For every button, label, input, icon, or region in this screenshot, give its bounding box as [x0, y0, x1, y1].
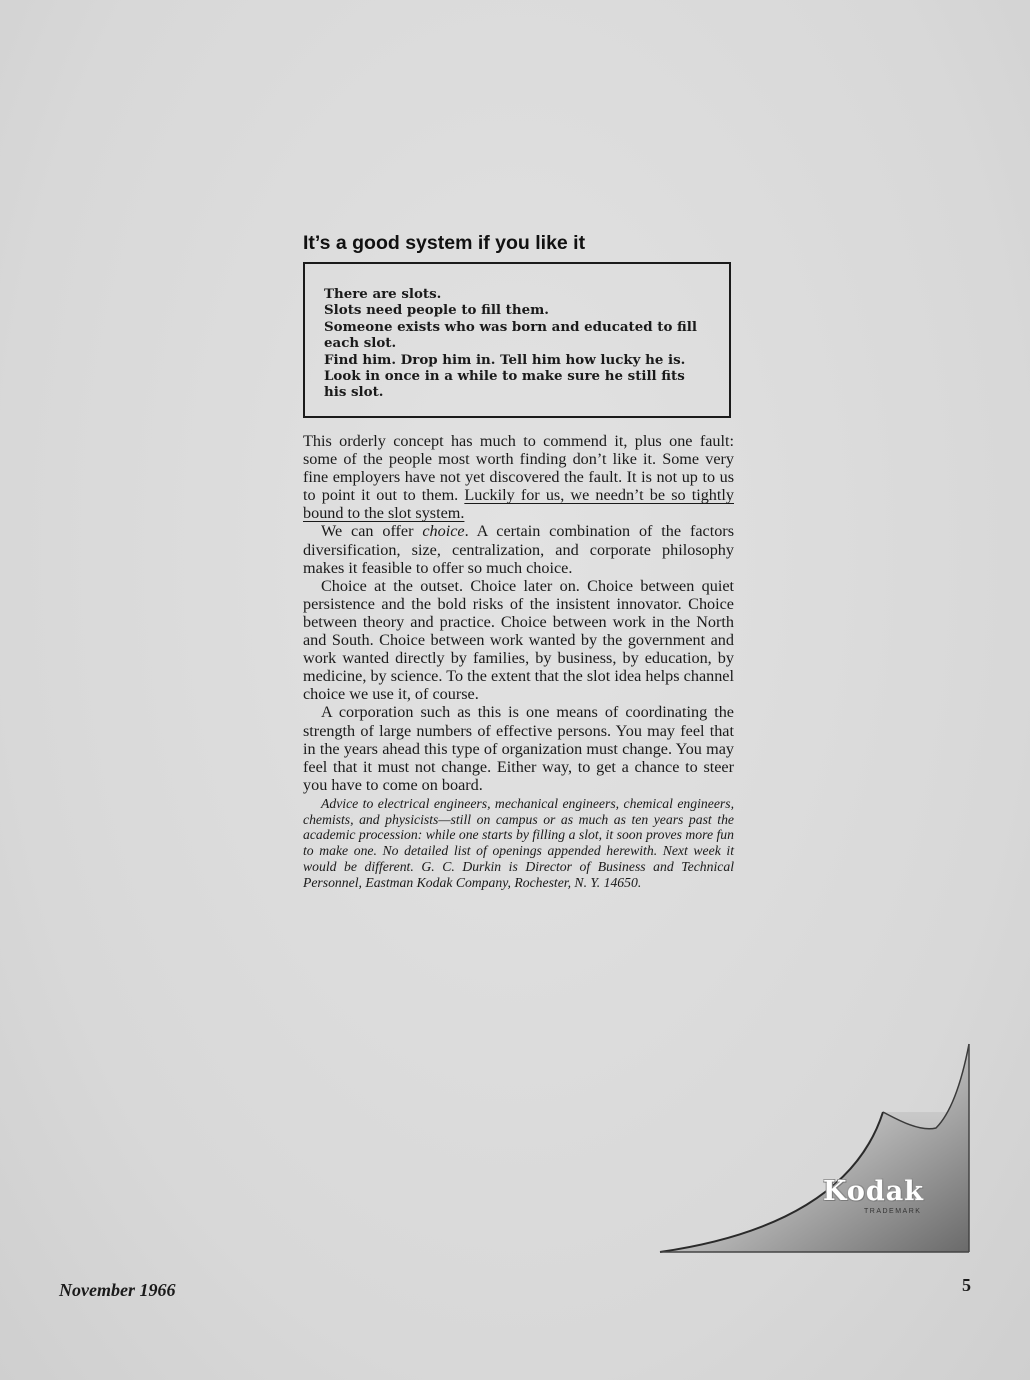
paragraph-4: A corporation such as this is one means of coordinating the strength of large numbers of effective persons. You may feel that in the years ahead this type of organization must change. You may feel that it must not change. Either way, to get a chance to steer you have to come on board.	[303, 703, 734, 794]
box-line: Look in once in a while to make sure he still fits his slot.	[324, 368, 685, 401]
paragraph-2: We can offer choice. A certain combination of the factors diversification, size, centralization, and corporate philosophy makes it feasible to offer so much choice.	[303, 522, 734, 577]
advice-note: Advice to electrical engineers, mechanical engineers, chemical engineers, chemists, and physicists—still on campus or as much as ten years past the academic procession: while one starts by filling a slot, it soon proves more fun to make one. No detailed list of openings appended herewith. Next week it would be different. G. C. Durkin is Director of Business and Technical Personnel, Eastman Kodak Company, Rochester, N. Y. 14650.	[303, 795, 734, 890]
trademark-label: TRADEMARK	[864, 1208, 922, 1215]
box-line: Find him. Drop him in. Tell him how lucky he is.	[324, 351, 686, 368]
page-number: 5	[962, 1275, 971, 1295]
kodak-logo	[658, 1040, 972, 1255]
underlined-sentence: Luckily for us, we needn’t be so tightly bound to the slot system.	[303, 486, 734, 523]
emphasis-choice: choice	[422, 522, 465, 541]
paragraph-3: Choice at the outset. Choice later on. Choice between quiet persistence and the bold risks of the insistent innovator. Choice between theory and practice. Choice between work in the North and South. Choice between work wanted by the government and work wanted directly by families, by business, by education, by medicine, by science. To the extent that the slot idea helps channel choice we use it, of course.	[303, 576, 734, 704]
ad-body-copy	[303, 432, 734, 891]
page-curl-icon	[658, 1040, 972, 1255]
box-line: Someone exists who was born and educated to fill each slot.	[324, 318, 697, 352]
kodak-wordmark: Kodak	[823, 1176, 924, 1207]
issue-date: November 1966	[59, 1280, 176, 1300]
box-line: There are slots.	[324, 286, 442, 302]
box-line: Slots need people to fill them.	[324, 302, 549, 319]
slot-rules-box	[303, 262, 731, 418]
ad-headline: It’s a good system if you like it	[303, 232, 586, 254]
paragraph-1: This orderly concept has much to commend it, plus one fault: some of the people most worth finding don’t like it. Some very fine employers have not yet discovered the fault. It is not up to us to point it out to them. Luckily for us, we needn’t be so tightly bound to the slot system.	[303, 432, 734, 523]
